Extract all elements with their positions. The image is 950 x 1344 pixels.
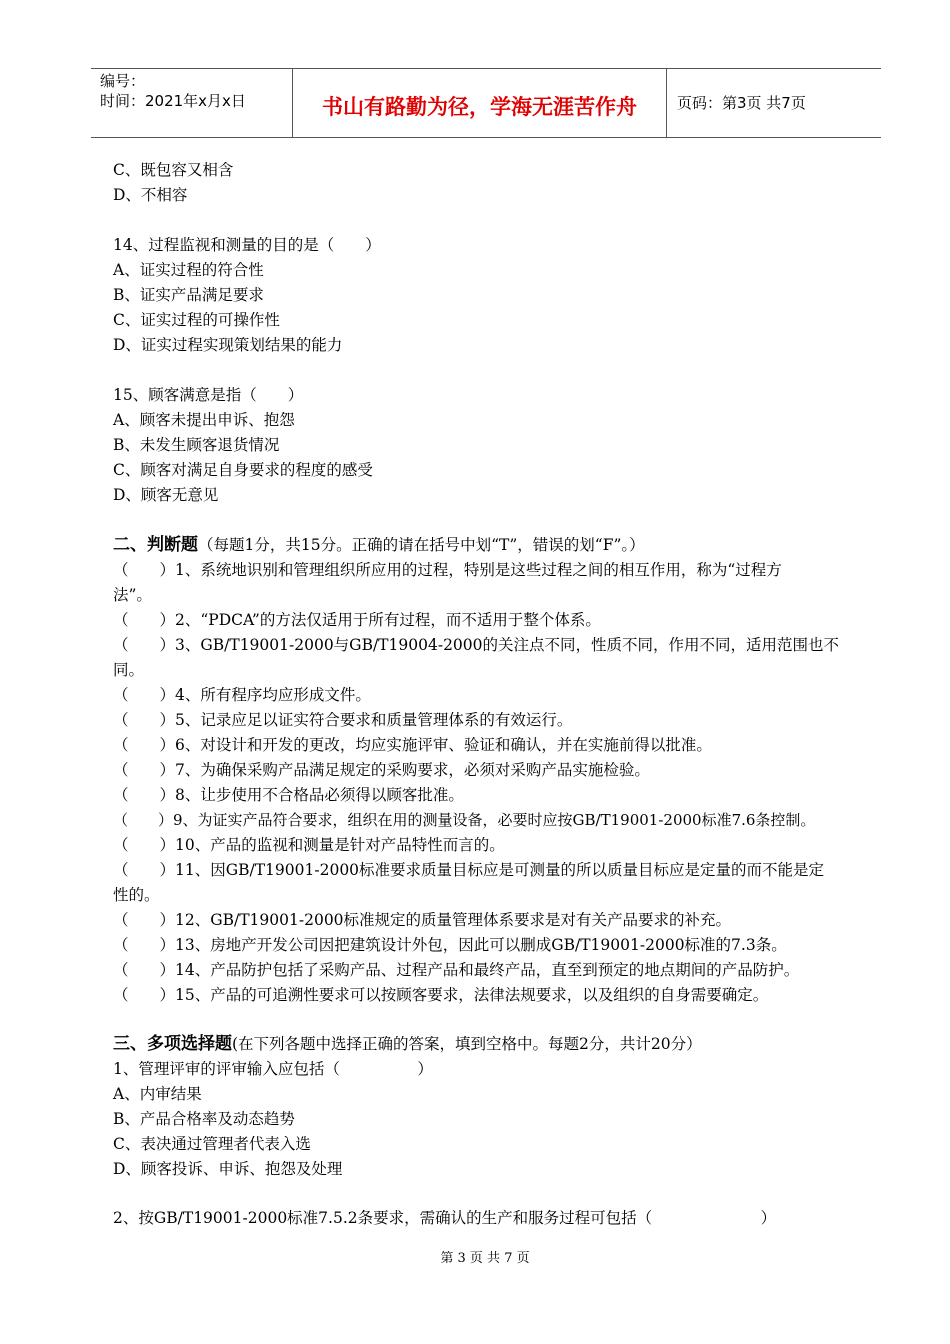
judgement-line: （ ）15、产品的可追溯性要求可以按顾客要求，法律法规要求，以及组织的自身需要确定。 — [113, 986, 769, 1004]
motto-text: 书山有路勤为径，学海无涯苦作舟 — [322, 95, 637, 119]
option-line: A、证实过程的符合性 — [113, 261, 264, 279]
judgement-line: （ ）10、产品的监视和测量是针对产品特性而言的。 — [113, 836, 505, 854]
option-line: B、证实产品满足要求 — [113, 286, 264, 304]
judgement-line: （ ）11、因GB/T19001-2000标准要求质量目标应是可测量的所以质量目标应是定量的而不能是定 — [113, 861, 825, 879]
option-line: D、顾客无意见 — [113, 486, 219, 504]
section-title: 二、判断题 — [113, 535, 198, 555]
option-line: D、证实过程实现策划结果的能力 — [113, 336, 343, 354]
judgement-line: （ ）8、让步使用不合格品必须得以顾客批准。 — [113, 786, 464, 804]
option-line: A、内审结果 — [113, 1085, 202, 1103]
option-line: C、证实过程的可操作性 — [113, 311, 280, 329]
judgement-line: （ ）5、记录应足以证实符合要求和质量管理体系的有效运行。 — [113, 711, 573, 729]
option-line: C、既包容又相含 — [113, 161, 234, 179]
section-heading-3 — [113, 1034, 702, 1054]
page-info: 页码：第3页 共7页 — [677, 94, 806, 112]
judgement-line: （ ）1、系统地识别和管理组织所应用的过程，特别是这些过程之间的相互作用，称为“过程方 — [113, 561, 782, 579]
question-line: 15、顾客满意是指（ ） — [113, 386, 304, 404]
page-header — [91, 68, 881, 138]
judgement-line: （ ）13、房地产开发公司因把建筑设计外包，因此可以删成GB/T19001-2000标准的7.3条。 — [113, 936, 787, 954]
judgement-line: （ ）7、为确保采购产品满足规定的采购要求，必须对采购产品实施检验。 — [113, 761, 650, 779]
section-heading-2 — [113, 535, 645, 555]
section-note: (在下列各题中选择正确的答案，填到空格中。每题2分，共计20分） — [232, 1035, 702, 1053]
option-line: B、产品合格率及动态趋势 — [113, 1110, 295, 1128]
judgement-line: （ ）9、为证实产品符合要求，组织在用的测量设备，必要时应按GB/T19001-2000标准7.6条控制。 — [113, 811, 816, 829]
question-line: 2、按GB/T19001-2000标准7.5.2条要求，需确认的生产和服务过程可包括（ ） — [113, 1209, 777, 1227]
time-label: 时间：2021年x月x日 — [100, 92, 246, 110]
header-right-cell — [667, 69, 881, 137]
page-footer: 第 3 页 共 7 页 — [440, 1251, 530, 1266]
option-line: C、顾客对满足自身要求的程度的感受 — [113, 461, 373, 479]
judgement-line: （ ）6、对设计和开发的更改，均应实施评审、验证和确认，并在实施前得以批准。 — [113, 736, 712, 754]
header-left-cell — [91, 69, 292, 137]
judgement-line: （ ）4、所有程序均应形成文件。 — [113, 686, 371, 704]
judgement-line: （ ）2、“PDCA”的方法仅适用于所有过程，而不适用于整个体系。 — [113, 611, 601, 629]
option-line: C、表决通过管理者代表入选 — [113, 1135, 311, 1153]
judgement-line: 同。 — [113, 661, 145, 679]
judgement-line: （ ）12、GB/T19001-2000标准规定的质量管理体系要求是对有关产品要求的补充。 — [113, 911, 732, 929]
option-line: A、顾客未提出申诉、抱怨 — [113, 411, 295, 429]
question-line: 14、过程监视和测量的目的是（ ） — [113, 236, 381, 254]
judgement-line: （ ）3、GB/T19001-2000与GB/T19004-2000的关注点不同，性质不同，作用不同，适用范围也不 — [113, 636, 840, 654]
option-line: D、不相容 — [113, 186, 188, 204]
header-middle-cell — [292, 69, 667, 137]
section-title: 三、多项选择题 — [113, 1034, 232, 1054]
judgement-line: （ ）14、产品防护包括了采购产品、过程产品和最终产品，直至到预定的地点期间的产品防护。 — [113, 961, 800, 979]
option-line: D、顾客投诉、申诉、抱怨及处理 — [113, 1160, 343, 1178]
section-note: （每题1分，共15分。正确的请在括号中划“T”，错误的划“F”。） — [198, 536, 645, 554]
question-line: 1、管理评审的评审输入应包括（ ） — [113, 1060, 433, 1078]
serial-number-label: 编号： — [100, 72, 146, 90]
option-line: B、未发生顾客退货情况 — [113, 436, 280, 454]
judgement-line: 性的。 — [113, 886, 160, 904]
judgement-line: 法”。 — [113, 586, 152, 604]
